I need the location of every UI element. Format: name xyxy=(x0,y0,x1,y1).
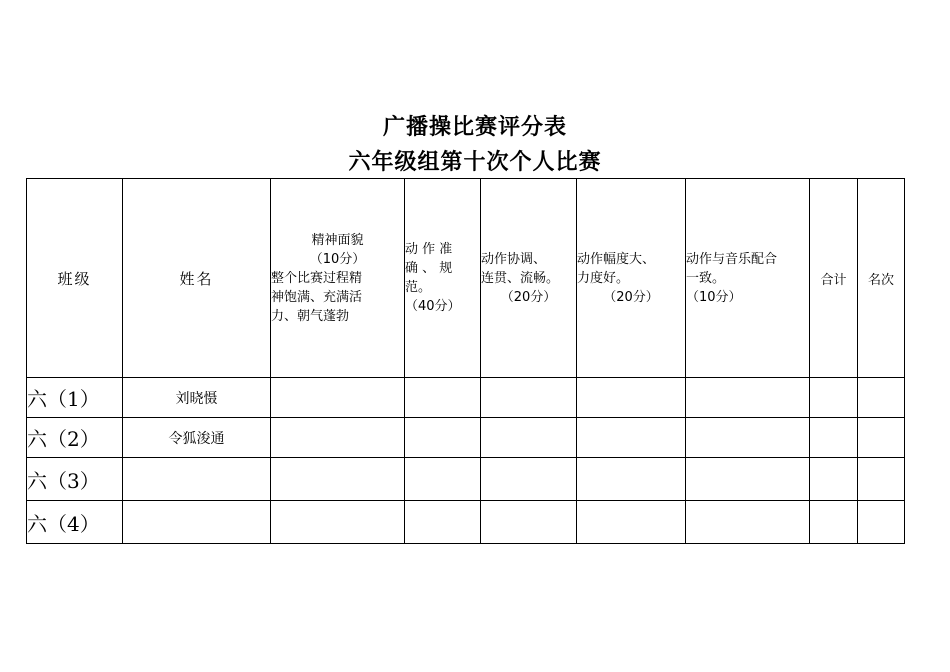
score-cell-accuracy[interactable] xyxy=(405,378,481,418)
score-cell-coordination[interactable] xyxy=(481,378,577,418)
score-cell-music[interactable] xyxy=(686,378,810,418)
name-cell[interactable] xyxy=(123,501,271,544)
header-accuracy-line: 确 、 规 xyxy=(405,261,453,276)
class-cell: 六（1） xyxy=(27,378,123,418)
rank-cell[interactable] xyxy=(858,378,905,418)
header-amplitude-line: 力度好。 xyxy=(577,270,630,286)
score-cell-music[interactable] xyxy=(686,458,810,501)
score-cell-spirit[interactable] xyxy=(271,458,405,501)
rank-cell[interactable] xyxy=(858,501,905,544)
class-cell: 六（2） xyxy=(27,418,123,458)
score-cell-amplitude[interactable] xyxy=(577,378,686,418)
class-cell: 六（3） xyxy=(27,458,123,501)
header-spirit-line: （10分） xyxy=(309,251,366,267)
header-spirit-line: 力、朝气蓬勃 xyxy=(271,308,350,324)
score-cell-coordination[interactable] xyxy=(481,501,577,544)
header-class: 班级 xyxy=(27,179,123,378)
score-cell-accuracy[interactable] xyxy=(405,501,481,544)
table-row xyxy=(27,458,905,501)
total-cell[interactable] xyxy=(810,418,858,458)
score-cell-coordination[interactable] xyxy=(481,458,577,501)
table-row xyxy=(27,418,905,458)
header-coordination-line: 连贯、流畅。 xyxy=(481,270,560,286)
header-total: 合计 xyxy=(810,179,858,378)
name-cell: 令狐浚通 xyxy=(123,418,271,458)
header-spirit-line: 神饱满、充满活 xyxy=(271,289,363,305)
header-accuracy xyxy=(405,179,481,378)
header-amplitude-line: （20分） xyxy=(603,289,659,305)
total-cell[interactable] xyxy=(810,378,858,418)
rank-cell[interactable] xyxy=(858,418,905,458)
header-rank: 名次 xyxy=(858,179,905,378)
score-cell-accuracy[interactable] xyxy=(405,418,481,458)
header-accuracy-line: （40分） xyxy=(405,299,461,314)
score-cell-coordination[interactable] xyxy=(481,418,577,458)
table-row xyxy=(27,501,905,544)
document-subtitle: 六年级组第十次个人比赛 xyxy=(348,149,602,175)
header-music-line: 动作与音乐配合 xyxy=(686,251,778,267)
class-cell: 六（4） xyxy=(27,501,123,544)
score-cell-spirit[interactable] xyxy=(271,418,405,458)
score-table xyxy=(26,178,905,544)
header-coordination xyxy=(481,179,577,378)
header-coordination-line: 动作协调、 xyxy=(481,251,547,267)
header-spirit-line: 精神面貌 xyxy=(311,232,364,248)
score-cell-spirit[interactable] xyxy=(271,501,405,544)
score-cell-amplitude[interactable] xyxy=(577,458,686,501)
header-accuracy-line: 范。 xyxy=(405,280,432,295)
header-accuracy-line: 动 作 准 xyxy=(405,242,453,257)
rank-cell[interactable] xyxy=(858,458,905,501)
header-spirit-line: 整个比赛过程精 xyxy=(271,270,363,286)
document-title: 广播操比赛评分表 xyxy=(382,114,567,140)
header-spirit xyxy=(271,179,405,378)
score-cell-music[interactable] xyxy=(686,418,810,458)
score-cell-spirit[interactable] xyxy=(271,378,405,418)
score-cell-accuracy[interactable] xyxy=(405,458,481,501)
header-name: 姓名 xyxy=(123,179,271,378)
name-cell[interactable] xyxy=(123,458,271,501)
score-cell-amplitude[interactable] xyxy=(577,501,686,544)
header-coordination-line: （20分） xyxy=(500,289,557,305)
table-row xyxy=(27,378,905,418)
score-cell-amplitude[interactable] xyxy=(577,418,686,458)
header-music xyxy=(686,179,810,378)
header-amplitude xyxy=(577,179,686,378)
total-cell[interactable] xyxy=(810,458,858,501)
header-amplitude-line: 动作幅度大、 xyxy=(577,251,656,267)
name-cell: 刘晓慑 xyxy=(123,378,271,418)
header-row xyxy=(27,179,905,378)
header-music-line: 一致。 xyxy=(686,270,726,286)
score-cell-music[interactable] xyxy=(686,501,810,544)
header-music-line: （10分） xyxy=(686,289,742,305)
total-cell[interactable] xyxy=(810,501,858,544)
